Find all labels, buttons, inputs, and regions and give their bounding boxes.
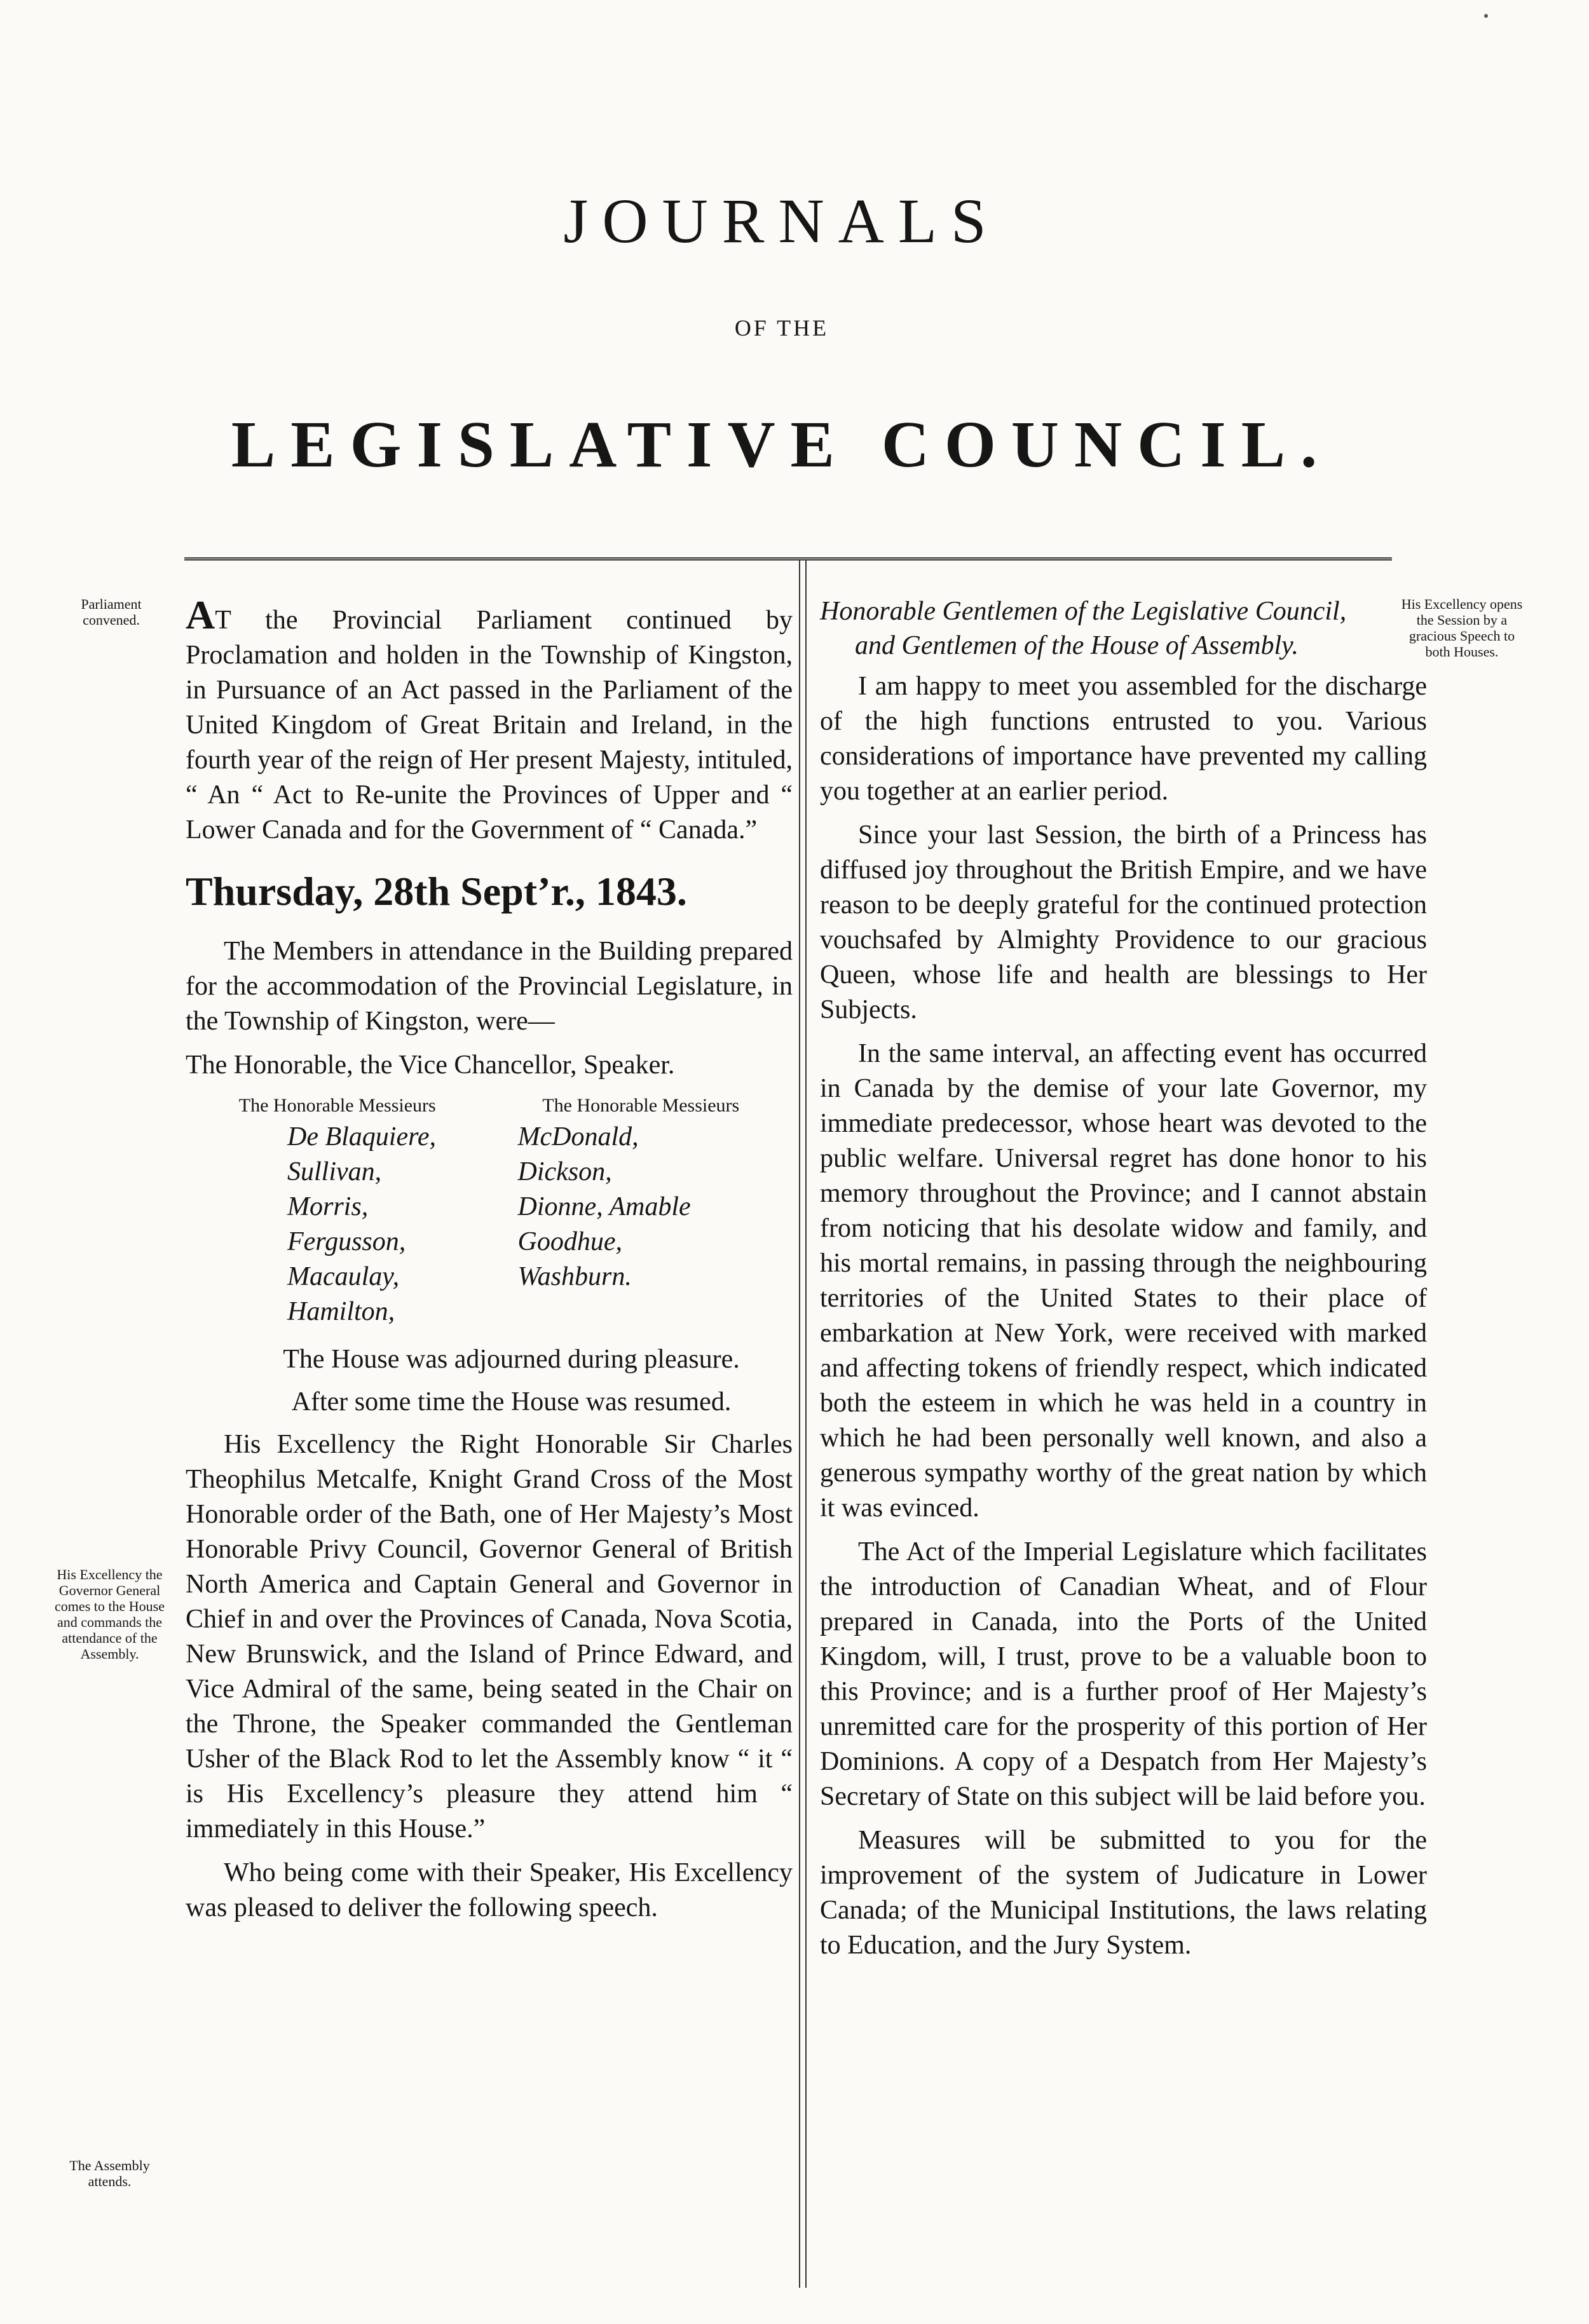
left-column bbox=[186, 592, 793, 1934]
journal-title: JOURNALS bbox=[563, 186, 1000, 256]
adjourned-line: The House was adjourned during pleasure. bbox=[283, 1345, 740, 1374]
member-name: Dickson, bbox=[517, 1157, 612, 1186]
speech-salutation bbox=[820, 594, 1427, 663]
members-right-header: The Honorable Messieurs bbox=[542, 1095, 740, 1116]
speech-paragraph-3: In the same interval, an affecting event has occurred in Canada by the demise of your late Governor, my immediate predecessor, whose heart was devoted to the public welfare. Universal regret has done honor to his memory throughout the Province; and I cannot abstain from noticing that his desolate widow and family, and his mortal remains, in passing through the neighbouring territories of the United States to their place of embarkation at New York, were received with marked and affecting tokens of friendly respect, which indicated both the esteem in which he was held in a country in which he had been personally well known, and also a generous sympathy worthy of the great nation by which it was evinced. bbox=[820, 1039, 1427, 1523]
salutation-line-2: and Gentlemen of the House of Assembly. bbox=[855, 631, 1299, 660]
margin-note-assembly-attends: The Assembly attends. bbox=[69, 2158, 150, 2189]
member-name: Macaulay, bbox=[287, 1262, 400, 1291]
member-name: Dionne, Amable bbox=[517, 1192, 691, 1221]
member-name: Goodhue, bbox=[517, 1227, 622, 1256]
member-name: Sullivan, bbox=[287, 1157, 382, 1186]
opening-paragraph: AT the Provincial Parliament continued by Proclamation and holden in the Township of Kingston, in Pursuance of an Act passed in the Parliament of the United Kingdom of Great Britain and Ireland, in the fourth year of the reign of Her present Majesty, intituled, “ An “ Act to Re-unite the Provinces of Upper and “ Lower Canada and for the Government of “ Canada.” bbox=[186, 592, 793, 845]
speech-paragraph-1: I am happy to meet you assembled for the discharge of the high functions entrusted to you. Various considerations of importance have prevented my calling you together at an earlier period. bbox=[820, 672, 1427, 806]
top-double-rule bbox=[184, 557, 1392, 561]
member-name: McDonald, bbox=[517, 1122, 639, 1152]
margin-note-parliament-convened: Parliament convened. bbox=[81, 596, 142, 628]
member-name: Morris, bbox=[287, 1192, 369, 1221]
speech-paragraph-4: The Act of the Imperial Legislature which facilitates the introduction of Canadian Wheat, and of Flour prepared in Canada, into the Ports of the United Kingdom, will, I trust, prove to be a valuable boon to this Province; and is a further proof of Her Majesty’s unremitted care for the prosperity of this portion of Her Dominions. A copy of a Despatch from Her Majesty’s Secretary of State on this subject will be laid before you. bbox=[820, 1537, 1427, 1811]
speech-paragraph-2: Since your last Session, the birth of a Princess has diffused joy throughout the British Empire, and we have reason to be deeply grateful for the continued protection vouchsafed by Almighty Providence to our gracious Queen, whose life and health are blessings to Her Subjects. bbox=[820, 820, 1427, 1024]
right-column bbox=[820, 594, 1427, 1972]
governor-paragraph: His Excellency the Right Honorable Sir Charles Theophilus Metcalfe, Knight Grand Cross of the Most Honorable order of the Bath, one of Her Majesty’s Most Honorable Privy Council, Governor General of British North America and Captain General and Governor in Chief in and over the Provinces of Canada, Nova Scotia, New Brunswick, and the Island of Prince Edward, and Vice Admiral of the same, being seated in the Chair on the Throne, the Speaker commanded the Gentleman Usher of the Black Rod to let the Assembly know “ it “ is His Excellency’s pleasure they attend him “ immediately in this House.” bbox=[186, 1430, 793, 1844]
speaker-arrives-paragraph: Who being come with their Speaker, His Excellency was pleased to deliver the following speech. bbox=[186, 1858, 793, 1922]
member-name: De Blaquiere, bbox=[287, 1122, 437, 1152]
journal-subtitle: OF THE bbox=[734, 315, 829, 341]
attendance-paragraph: The Members in attendance in the Building prepared for the accommodation of the Provincial Legislature, in the Township of Kingston, were— bbox=[186, 937, 793, 1036]
members-list-left bbox=[186, 1092, 489, 1329]
margin-note-governor-opens-session: His Excellency opens the Session by a gracious Speech to both Houses. bbox=[1401, 596, 1523, 660]
member-name: Fergusson, bbox=[287, 1227, 406, 1256]
speech-paragraph-5: Measures will be submitted to you for the improvement of the system of Judicature in Lower Canada; of the Municipal Institutions, the laws relating to Education, and the Jury System. bbox=[820, 1826, 1427, 1960]
member-name: Washburn. bbox=[517, 1262, 632, 1291]
members-list bbox=[186, 1092, 793, 1329]
sitting-date: Thursday, 28th Sept’r., 1843. bbox=[186, 869, 687, 914]
salutation-line-1: Honorable Gentlemen of the Legislative Council, bbox=[820, 597, 1347, 626]
council-title: LEGISLATIVE COUNCIL. bbox=[231, 408, 1333, 481]
speaker-line: The Honorable, the Vice Chancellor, Speaker. bbox=[186, 1050, 675, 1080]
resumed-line: After some time the House was resumed. bbox=[291, 1387, 732, 1417]
members-list-right bbox=[489, 1092, 793, 1329]
paper-speck bbox=[1484, 14, 1488, 18]
column-divider bbox=[799, 559, 807, 2288]
member-name: Hamilton, bbox=[287, 1297, 395, 1326]
margin-note-governor-comes: His Excellency the Governor General comes to the House and commands the attendance of the Assembly. bbox=[55, 1566, 165, 1662]
members-left-header: The Honorable Messieurs bbox=[238, 1095, 436, 1116]
